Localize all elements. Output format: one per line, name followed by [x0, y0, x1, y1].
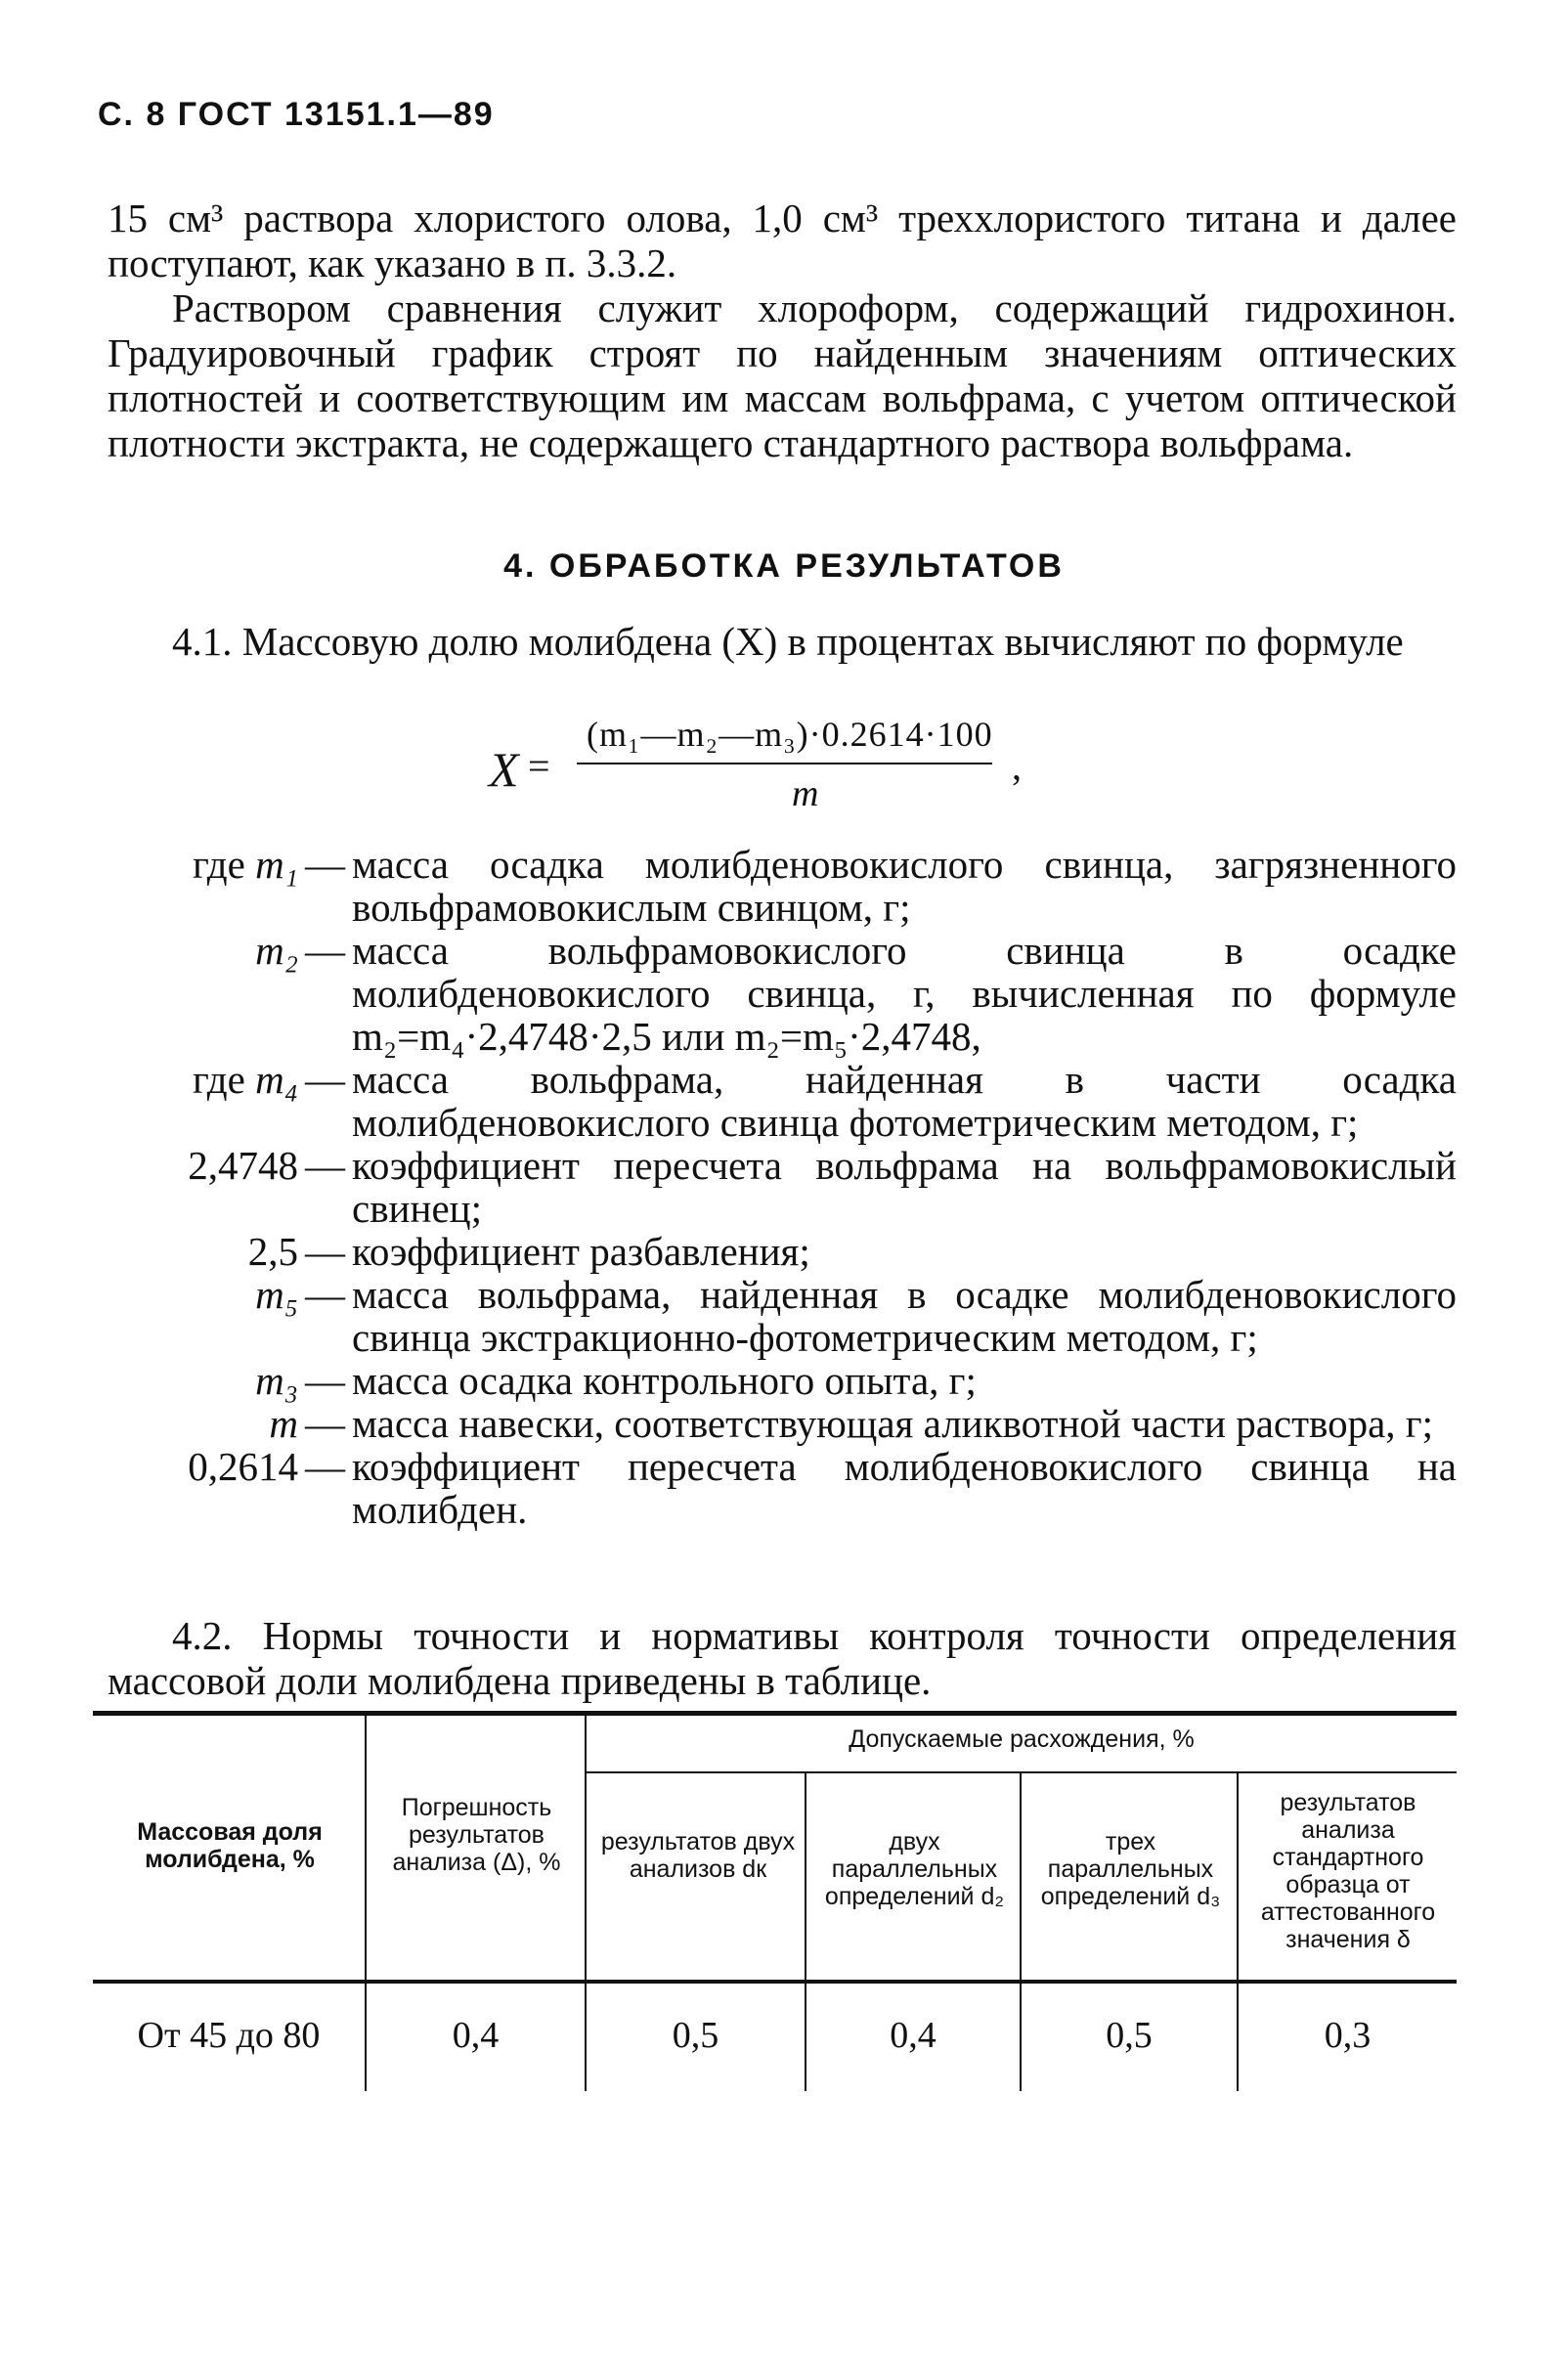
definition-item — [108, 843, 1457, 929]
definition-item — [108, 1273, 1457, 1359]
definition-dash: — — [305, 1444, 345, 1489]
clause-4-1: 4.1. Массовую долю молибдена (X) в процентах вычисляют по формуле — [172, 619, 1404, 664]
definition-symbol: где m₄ — [193, 1057, 298, 1102]
definition-dash: — — [305, 1401, 345, 1446]
definition-text: масса вольфрамовокислого свинца в осадке молибденовокислого свинца, г, вычисленная по формуле m₂=m₄·2,4748·2,5 или m₂=m₅·2,4748, — [352, 928, 1457, 1059]
definition-dash: — — [305, 1229, 345, 1274]
header-two-analyses: результатов двух анализов dк — [600, 1828, 796, 1883]
definition-text: масса вольфрама, найденная в части осадка молибденовокислого свинца фотометрическим методом, г; — [352, 1057, 1457, 1145]
accuracy-table — [93, 1711, 1457, 2239]
paragraph-continuation: 15 см³ раствора хлористого олова, 1,0 см³ треххлористого титана и далее поступают, как указано в п. 3.3.2. — [108, 196, 1457, 285]
section-title: 4. ОБРАБОТКА РЕЗУЛЬТАТОВ — [503, 547, 1065, 585]
cell-three-parallel: 0,5 — [1106, 2015, 1153, 2056]
col-rule — [1020, 1773, 1022, 1980]
definition-item — [108, 1359, 1457, 1402]
formula-comma: , — [1012, 744, 1022, 788]
definition-text: коэффициент разбавления; — [352, 1229, 810, 1274]
col-rule — [1237, 1773, 1239, 1980]
definition-text: масса вольфрама, найденная в осадке молибденовокислого свинца экстракционно-фотометрическим методом, г; — [352, 1272, 1457, 1360]
col-rule — [585, 1716, 587, 1980]
definition-symbol: m — [269, 1401, 298, 1446]
formula-denominator: m — [792, 773, 819, 814]
definition-item — [108, 1230, 1457, 1273]
definition-symbol: 2,4748 — [188, 1143, 298, 1188]
formula-numerator: (m₁—m₂—m₃)·0.2614·100 — [587, 715, 993, 754]
group-header-rule — [587, 1771, 1457, 1773]
definition-symbol: m₃ — [255, 1358, 298, 1403]
header-mass-fraction: Массовая доля молибдена, % — [137, 1818, 323, 1873]
definition-symbol: m₂ — [255, 928, 298, 973]
definition-dash: — — [305, 842, 345, 887]
header-two-parallel: двух параллельных определений d₂ — [824, 1828, 1005, 1910]
header-bottom-rule — [93, 1980, 1457, 1984]
definition-dash: — — [305, 1057, 345, 1102]
header-three-parallel: трех параллельных определений d₃ — [1040, 1828, 1221, 1910]
definition-text: коэффициент пересчета вольфрама на вольфрамовокислый свинец; — [352, 1143, 1457, 1231]
page-header: С. 8 ГОСТ 13151.1—89 — [98, 96, 495, 133]
definition-text: масса осадка контрольного опыта, г; — [352, 1358, 977, 1403]
definitions-list — [108, 843, 1457, 1531]
definition-dash: — — [305, 1272, 345, 1317]
definition-item — [108, 929, 1457, 1058]
definition-symbol: 0,2614 — [188, 1444, 298, 1489]
definition-symbol: 2,5 — [247, 1229, 298, 1274]
definition-symbol: где m₁ — [193, 842, 298, 887]
definition-dash: — — [305, 1358, 345, 1403]
formula-equals: = — [528, 744, 550, 788]
cell-two-analyses: 0,5 — [672, 2015, 719, 2056]
cell-error: 0,4 — [452, 2015, 500, 2056]
cell-mass-fraction: От 45 до 80 — [137, 2015, 321, 2056]
definition-item — [108, 1402, 1457, 1445]
col-rule — [365, 1716, 367, 1980]
definition-symbol: m₅ — [255, 1272, 298, 1317]
definition-item — [108, 1144, 1457, 1230]
cell-two-parallel: 0,4 — [890, 2015, 936, 2056]
header-error: Погрешность результатов анализа (Δ), % — [392, 1794, 561, 1876]
definition-text: коэффициент пересчета молибденовокислого свинца на молибден. — [352, 1444, 1457, 1532]
paragraph-comparison-solution: Раствором сравнения служит хлороформ, содержащий гидрохинон. Градуировочный график строят по найденным значениям оптических плотностей и соответствующим им массам вольфрама, с учетом оптической плотности экстракта, не содержащего стандартного раствора вольфрама. — [108, 285, 1457, 465]
definition-dash: — — [305, 1143, 345, 1188]
header-allowed-discrepancies: Допускаемые расхождения, % — [849, 1725, 1195, 1753]
fraction-bar — [577, 763, 992, 764]
clause-4-2: 4.2. Нормы точности и нормативы контроля точности определения массовой доли молибдена приведены в таблице. — [108, 1613, 1457, 1703]
definition-dash: — — [305, 928, 345, 973]
formula — [489, 714, 1075, 831]
definition-text: масса навески, соответствующая аликвотной части раствора, г; — [352, 1401, 1434, 1446]
cell-standard-sample: 0,3 — [1324, 2015, 1372, 2056]
definition-text: масса осадка молибденовокислого свинца, загрязненного вольфрамовокислым свинцом, г; — [352, 842, 1457, 930]
definition-item — [108, 1445, 1457, 1531]
col-rule — [805, 1773, 806, 1980]
formula-lhs: X — [489, 742, 519, 797]
definition-item — [108, 1058, 1457, 1144]
header-standard-sample: результатов анализа стандартного образца от аттестованного значения δ — [1260, 1789, 1436, 1953]
table-top-rule — [93, 1711, 1457, 1716]
